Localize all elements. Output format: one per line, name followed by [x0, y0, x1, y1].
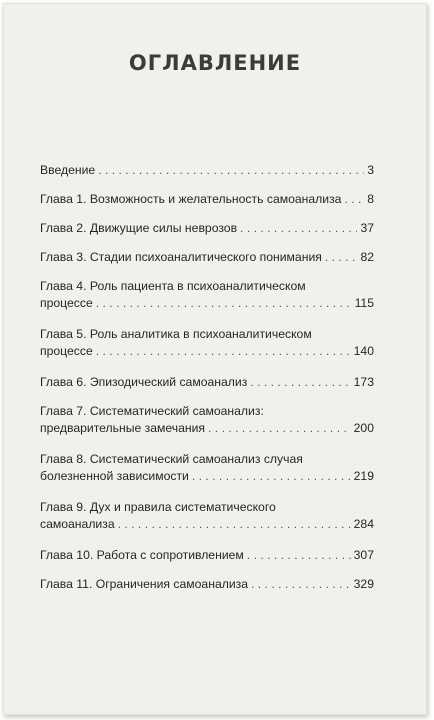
toc-entry-line [40, 468, 374, 485]
toc-entry-line [40, 343, 374, 360]
toc-entry-line [40, 547, 374, 564]
toc-entry [40, 220, 374, 237]
dot-leader [208, 420, 351, 437]
toc-entry [40, 326, 374, 360]
dot-leader [240, 220, 357, 237]
toc-page-number: 219 [353, 469, 374, 483]
toc-entry [40, 374, 374, 391]
toc-entry [40, 403, 374, 437]
table-of-contents [40, 162, 374, 605]
toc-entry-line [40, 295, 374, 312]
toc-page-number: 115 [354, 296, 374, 310]
toc-entry-line [40, 220, 374, 237]
dot-leader [96, 295, 352, 312]
dot-leader [98, 162, 364, 179]
toc-entry [40, 547, 374, 564]
toc-entry-line [40, 249, 374, 266]
dot-leader [325, 249, 358, 266]
toc-page-number: 329 [353, 577, 374, 591]
toc-page-number: 284 [353, 517, 374, 531]
toc-entry-title-line: самоанализа [40, 517, 115, 531]
toc-entry-title-line: болезненной зависимости [40, 469, 189, 483]
toc-entry-title-line: Глава 10. Работа с сопротивлением [40, 548, 244, 562]
toc-page-number: 82 [360, 250, 374, 264]
toc-entry-title-line: Глава 2. Движущие силы неврозов [40, 221, 238, 235]
toc-entry-title-line: Глава 7. Систематический самоанализ: [40, 404, 264, 418]
toc-entry-line [40, 516, 374, 533]
toc-page-number: 200 [353, 421, 374, 435]
toc-entry-title-line: Глава 6. Эпизодический самоанализ [40, 375, 248, 389]
toc-page-number: 8 [367, 192, 374, 206]
toc-entry-line [40, 162, 374, 179]
toc-page-number: 140 [353, 344, 374, 358]
toc-entry-line [40, 420, 374, 437]
toc-entry [40, 249, 374, 266]
toc-entry-title-line: Глава 8. Систематический самоанализ случая [40, 452, 303, 466]
toc-entry-line [40, 191, 374, 208]
dot-leader [96, 343, 351, 360]
toc-entry-title-line: процессе [40, 344, 93, 358]
toc-entry-title-line: Глава 5. Роль аналитика в психоаналитическом [40, 327, 312, 341]
toc-entry [40, 191, 374, 208]
toc-entry-title-line: Глава 3. Стадии психоаналитического понимания [40, 250, 322, 264]
dot-leader [250, 374, 350, 391]
page-title: ОГЛАВЛЕНИЕ [128, 51, 302, 75]
toc-page-number: 37 [360, 221, 374, 235]
dot-leader [247, 547, 351, 564]
toc-page-number: 307 [353, 548, 374, 562]
toc-entry-title-line: процессе [40, 296, 93, 310]
toc-entry [40, 576, 374, 593]
dot-leader [192, 468, 351, 485]
toc-entry-title-line: Глава 1. Возможность и желательность самоанализа [40, 192, 342, 206]
dot-leader [118, 516, 351, 533]
toc-entry [40, 451, 374, 485]
toc-entry-line [40, 374, 374, 391]
book-page [3, 3, 427, 715]
toc-entry-title-line: Глава 4. Роль пациента в психоаналитическом [40, 279, 306, 293]
toc-entry-title-line: Введение [40, 163, 96, 177]
toc-entry-title-line: Глава 11. Ограничения самоанализа [40, 577, 249, 591]
dot-leader [344, 191, 364, 208]
toc-entry-line [40, 576, 374, 593]
toc-page-number: 173 [353, 375, 374, 389]
toc-entry [40, 278, 374, 312]
toc-entry [40, 162, 374, 179]
toc-entry-title-line: Глава 9. Дух и правила систематического [40, 500, 276, 514]
dot-leader [251, 576, 351, 593]
toc-entry [40, 499, 374, 533]
toc-entry-title-line: предварительные замечания [40, 421, 206, 435]
toc-page-number: 3 [367, 163, 374, 177]
